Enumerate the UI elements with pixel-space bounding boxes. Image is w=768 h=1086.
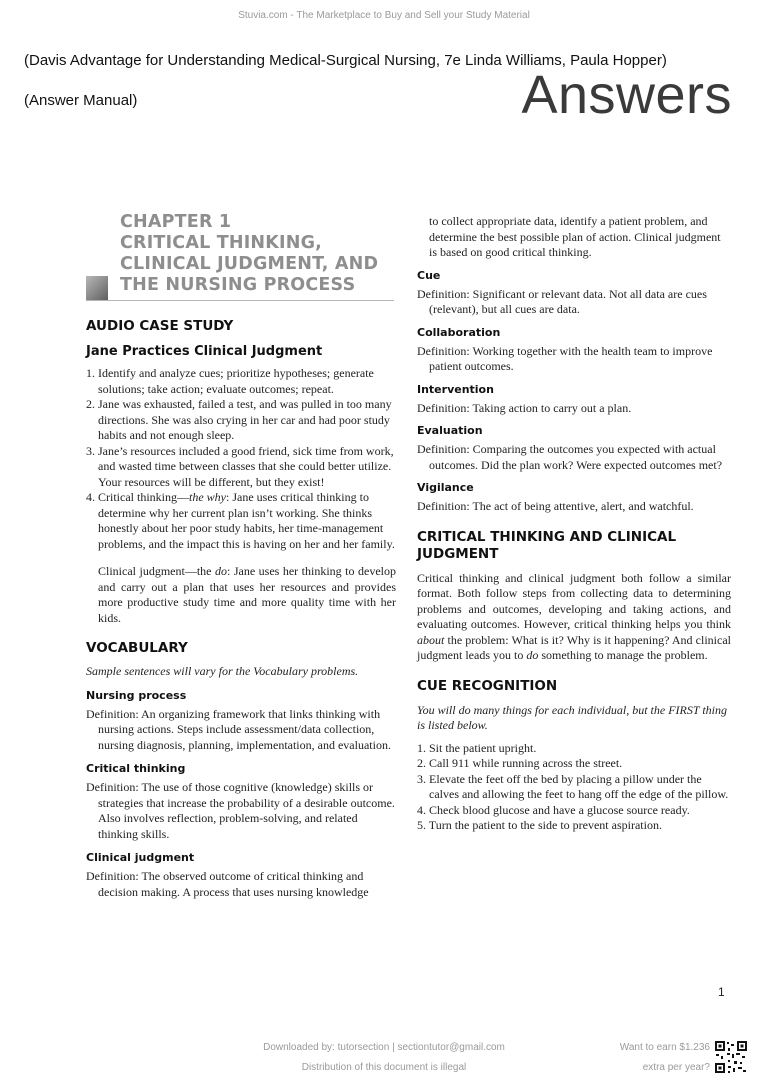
term-heading: Critical thinking (86, 762, 186, 775)
stuvia-banner: Stuvia.com - The Marketplace to Buy and Sell your Study Material (238, 10, 530, 21)
paragraph-text: Critical thinking and clinical judgment both follow a similar format. Both follow steps from collecting data to determining problems and outcomes, developing and taking actions, and evaluating outcomes. However, critical thinking helps you think (417, 570, 731, 631)
list-item: 2. Call 911 while running across the street. (417, 756, 623, 770)
earn-promo-link[interactable]: extra per year? (642, 1062, 710, 1073)
term-definition: Definition: Taking action to carry out a plan. (417, 400, 632, 415)
term-heading: Nursing process (86, 688, 187, 702)
term-definition: Definition: The observed outcome of critical thinking and decision making. A process that uses nursing knowledge (86, 869, 369, 899)
heading-line: CRITICAL THINKING AND CLINICAL (417, 528, 677, 545)
chapter-title-line: THE NURSING PROCESS (120, 275, 356, 295)
audio-case-study-heading: AUDIO CASE STUDY (86, 318, 234, 334)
term-definition: Definition: Comparing the outcomes you expected with actual outcomes. Did the plan work? Were expected outcomes met? (417, 442, 723, 472)
chapter-divider (86, 300, 394, 301)
paragraph-emphasis: do (526, 648, 539, 662)
term-definition: Definition: An organizing framework that links thinking with nursing actions. Steps include assessment/data collection, nursing diagnosis, planning, implementation, and evaluation. (86, 706, 391, 752)
term-heading: Collaboration (417, 325, 501, 339)
heading-line: JUDGMENT (417, 545, 499, 562)
chapter-header (86, 212, 394, 300)
chapter-title-line: CLINICAL JUDGMENT, AND (120, 254, 379, 274)
item-text: : Jane uses critical thinking to determine why her current plan isn’t working. She thinks honestly about her poor study habits, her time-management problems, and the impact this is having on her and her family. (98, 490, 395, 551)
right-column (417, 214, 731, 834)
term-heading: Intervention (417, 382, 494, 396)
left-column (86, 318, 396, 900)
term-definition: Definition: Significant or relevant data. Not all data are cues (relevant), but all cues are data. (417, 286, 707, 316)
list-item: 4. Check blood glucose and have a glucose source ready. (417, 802, 690, 817)
audio-case-study-subheading: Jane Practices Clinical Judgment (86, 344, 323, 359)
list-item: 3. Jane’s resources included a good friend, sick time from work, and wasted time between classes that she could better utilize. Your resources will be different, but they exist! (86, 443, 394, 489)
term-heading: Cue (417, 268, 441, 282)
chapter-number: CHAPTER 1 (120, 212, 232, 232)
answers-heading: Answers (521, 65, 732, 125)
critical-thinking-heading (417, 529, 731, 563)
list-item-continuation (86, 564, 396, 626)
cue-recognition-heading: CUE RECOGNITION (417, 677, 558, 694)
book-title: (Davis Advantage for Understanding Medical-Surgical Nursing, 7e Linda Williams, Paula Hopper) (24, 52, 667, 69)
list-item: 1. Identify and analyze cues; prioritize hypotheses; generate solutions; take action; evaluate outcomes; repeat. (86, 366, 374, 396)
paragraph-text: the problem: What is it? Why is it happening? And clinical judgment leads you to (417, 632, 731, 662)
chapter-title (120, 212, 390, 296)
paragraph-text: something to manage the problem. (538, 648, 708, 662)
term-heading: Clinical judgment (86, 851, 195, 864)
answer-manual-label: (Answer Manual) (24, 92, 138, 109)
earn-promo-link[interactable]: Want to earn $1.236 (619, 1042, 710, 1053)
vocabulary-heading: VOCABULARY (86, 640, 188, 656)
audio-answers-list (86, 366, 396, 552)
list-item: 1. Sit the patient upright. (417, 740, 537, 755)
item-emphasis: the why (189, 490, 226, 504)
list-item (86, 490, 396, 552)
term-definition: Definition: The use of those cognitive (knowledge) skills or strategies that increase the probability of a desirable outcome. Also involves reflection, problem-solving, and related thinking skills. (86, 780, 395, 841)
term-definition: Definition: Working together with the health team to improve patient outcomes. (417, 343, 713, 373)
term-definition: Definition: The act of being attentive, alert, and watchful. (417, 499, 694, 513)
definition-continuation: to collect appropriate data, identify a patient problem, and determine the best possible plan of action. Clinical judgment is based on good critical thinking. (429, 214, 721, 259)
vocabulary-note: Sample sentences will vary for the Vocabulary problems. (86, 664, 359, 678)
qr-code-icon[interactable] (714, 1040, 748, 1074)
item-emphasis: do (215, 564, 227, 578)
list-item: 3. Elevate the feet off the bed by placing a pillow under the calves and allowing the feet to hang off the edge of the pillow. (417, 771, 729, 801)
item-text: Clinical judgment—the (98, 564, 215, 578)
distribution-notice: Distribution of this document is illegal (301, 1062, 467, 1073)
term-heading: Evaluation (417, 424, 483, 437)
page-number: 1 (718, 985, 725, 999)
paragraph-emphasis: about (417, 632, 445, 647)
list-item: 2. Jane was exhausted, failed a test, and was pulled in too many directions. She was also crying in her car and had poor study habits and not enough sleep. (86, 397, 392, 442)
cue-recognition-list (417, 741, 731, 834)
list-item: 5. Turn the patient to the side to prevent aspiration. (417, 818, 662, 832)
critical-thinking-paragraph (417, 571, 731, 664)
chapter-swatch-decoration (86, 276, 108, 300)
download-notice: Downloaded by: tutorsection | sectiontutor@gmail.com (263, 1042, 505, 1053)
item-text: : Jane uses her thinking to develop and carry out a plan that uses her resources and provides more productive study time and more quality time with her kids. (98, 564, 397, 625)
term-heading: Vigilance (417, 481, 474, 494)
chapter-title-line: CRITICAL THINKING, (120, 233, 322, 253)
item-text: 4. Critical thinking— (86, 490, 189, 504)
cue-recognition-note: You will do many things for each individual, but the FIRST thing is listed below. (417, 702, 728, 732)
